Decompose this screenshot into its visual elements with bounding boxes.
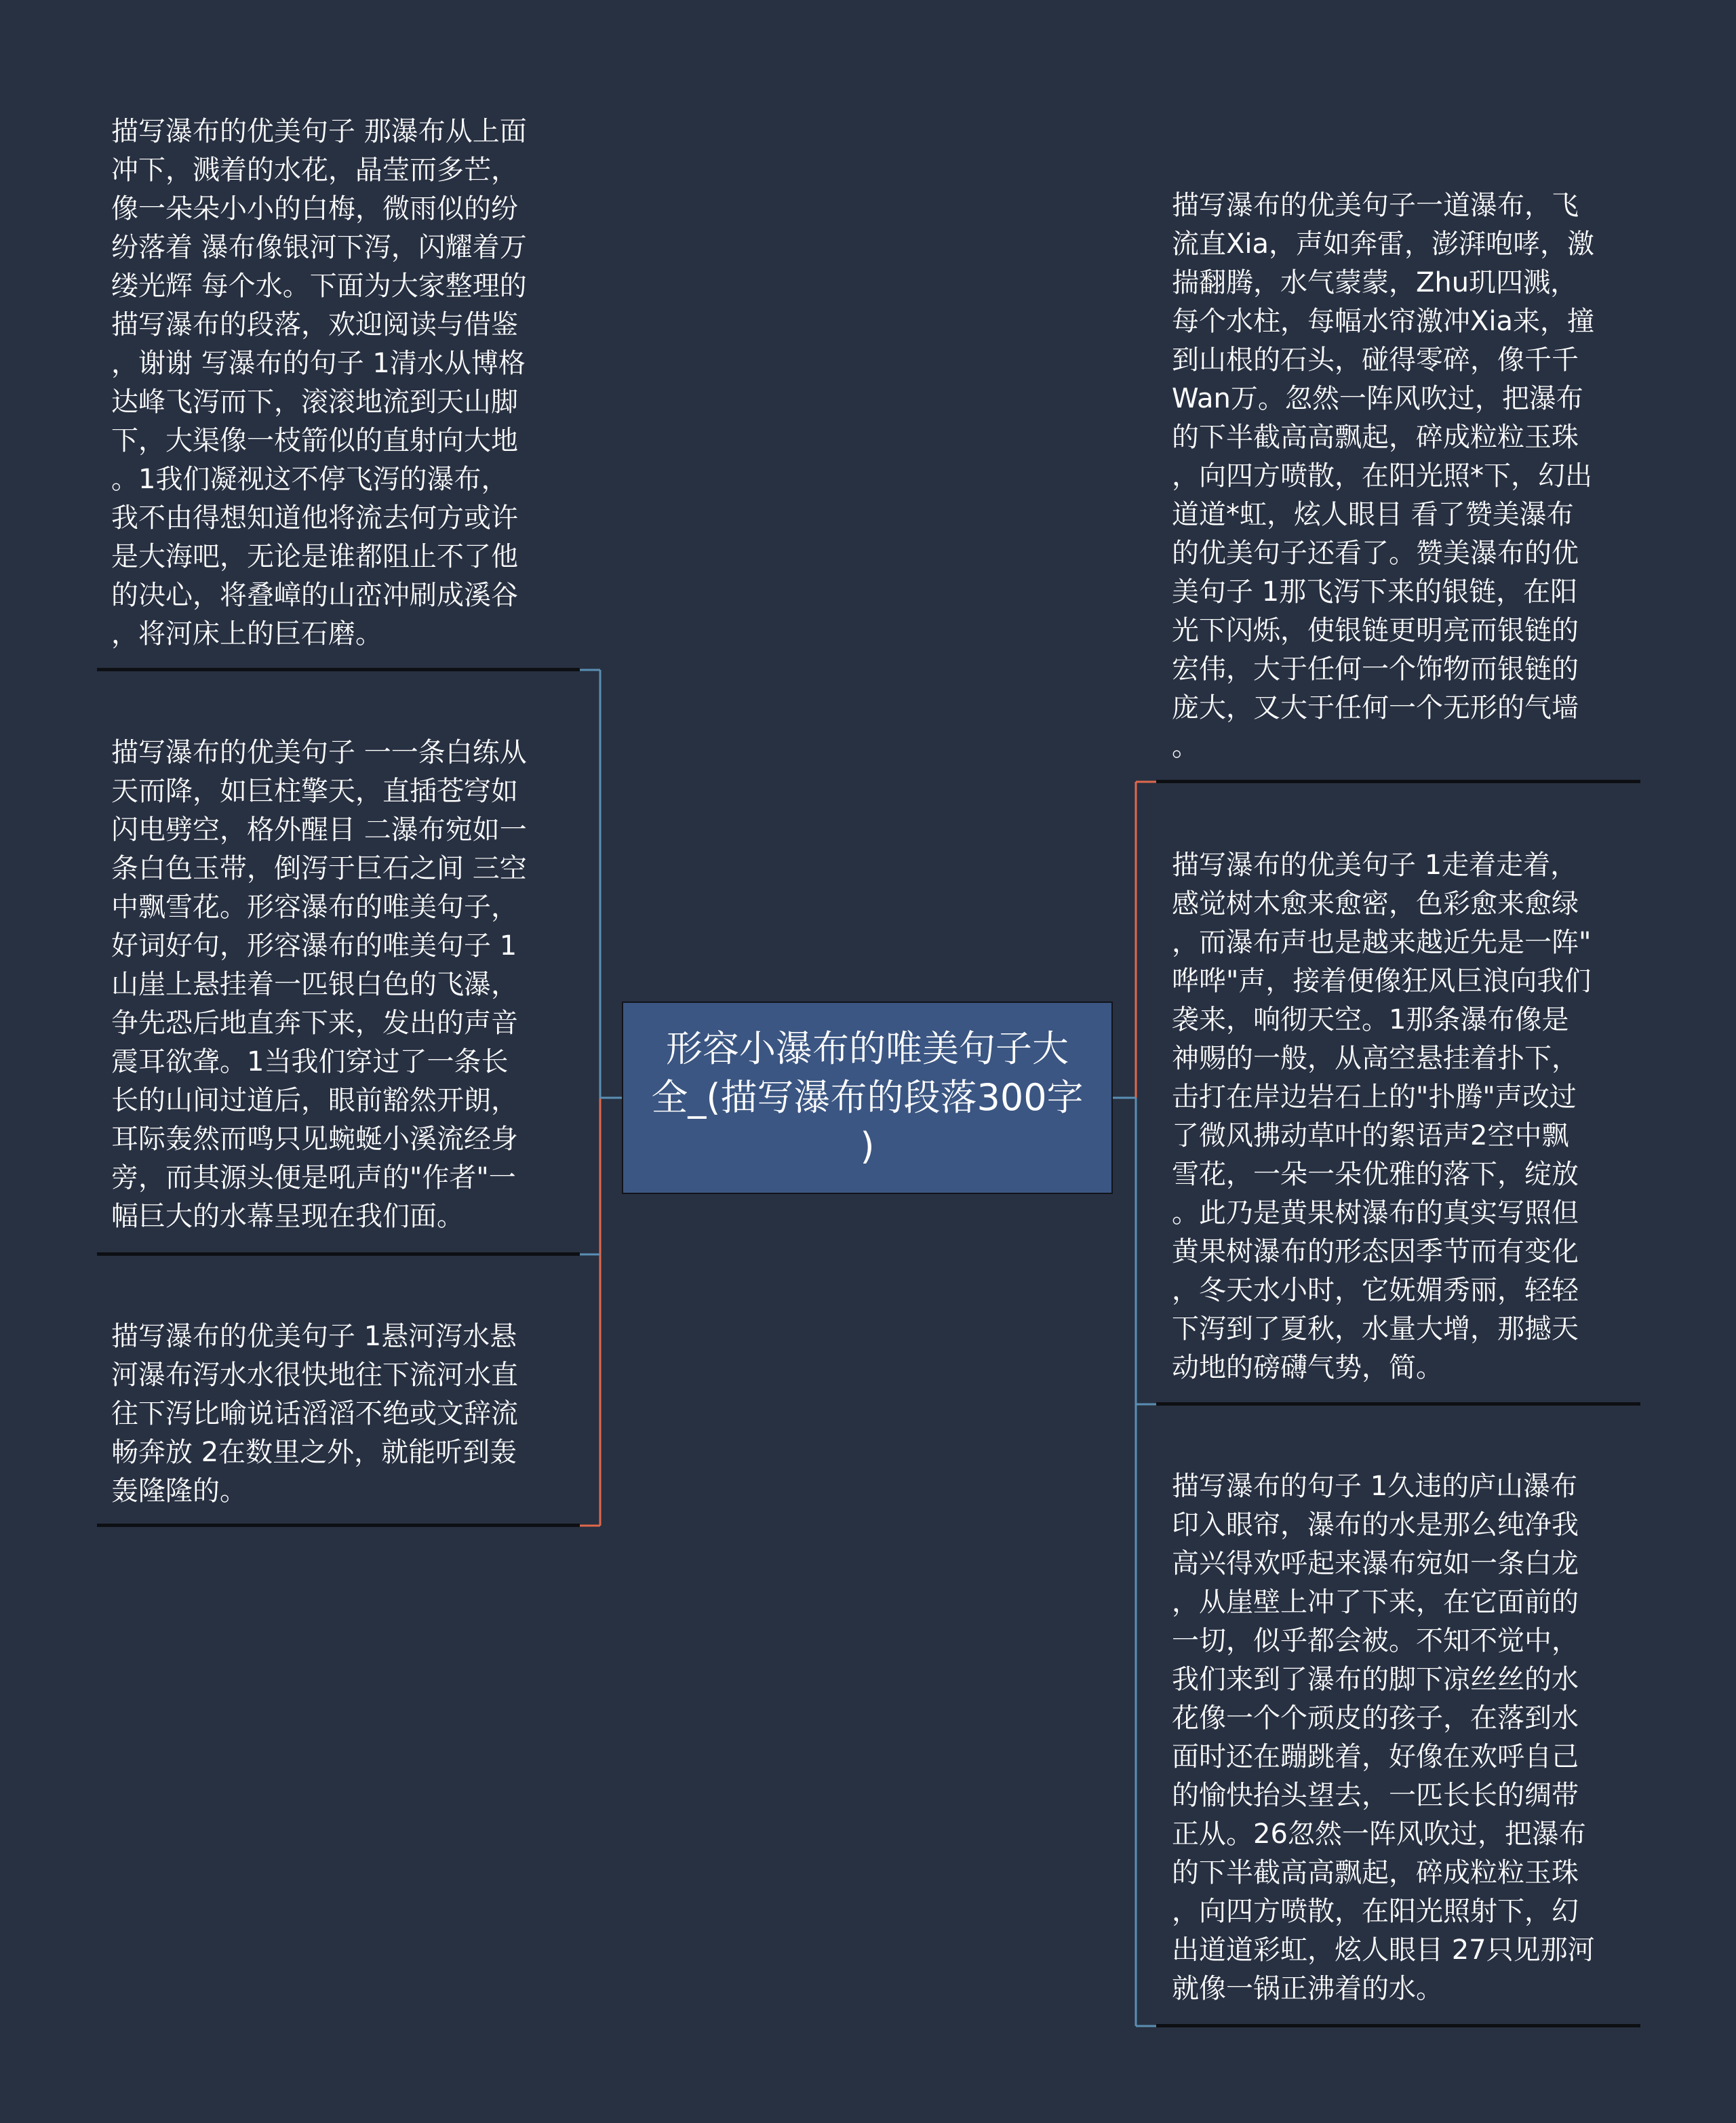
node-text-line: 的下半截高高飘起，碎成粒粒玉珠 [1172,1857,1579,1888]
node-text-line: 幅巨大的水幕呈现在我们面。 [111,1201,464,1232]
node-text-line: 正从。26忽然一阵风吹过，把瀑布 [1172,1819,1586,1850]
node-text-line: 到山根的石头，碰得零碎，像千千 [1172,344,1579,376]
node-text-line: 争先恐后地直奔下来，发出的声音 [111,1008,518,1039]
node-text-line: 下泻到了夏秋，水量大增，那撼天 [1172,1313,1579,1345]
node-text-line: 的愉快抬头望去，一匹长长的绸带 [1172,1780,1579,1811]
node-text-line: 往下泻比喻说话滔滔不绝或文辞流 [111,1398,518,1429]
right-branch-node-3-underline [1156,2024,1640,2027]
node-text-line: 旁，而其源头便是吼声的"作者"一 [111,1162,516,1193]
node-text-line: 达峰飞泻而下，滚滚地流到天山脚 [111,386,518,418]
node-text-line: 击打在岸边岩石上的"扑腾"声改过 [1172,1082,1577,1113]
node-text-line: 雪花，一朵一朵优雅的落下，绽放 [1172,1159,1579,1190]
node-text-line: ，从崖壁上冲了下来，在它面前的 [1172,1587,1579,1618]
node-text-line: 河瀑布泻水水很快地往下流河水直 [111,1360,518,1391]
node-text-line: 光下闪烁，使银链更明亮而银链的 [1172,615,1579,646]
right-branch-node-2[interactable] [1172,846,1640,1387]
right-branch-node-3[interactable] [1172,1467,1640,2008]
left-branch-node-3[interactable] [111,1317,572,1511]
node-text-line: 闪电劈空，格外醒目 二瀑布宛如一 [111,814,527,846]
node-text-line: 道道*虹，炫人眼目 看了赞美瀑布 [1172,499,1574,530]
central-topic-line-2: 全_(描写瀑布的段落300字 [651,1076,1084,1119]
node-text-line: 长的山间过道后，眼前豁然开朗， [111,1085,518,1116]
node-text-line: 描写瀑布的优美句子 1走着走着， [1172,850,1578,881]
node-text-line: 条白色玉带，倒泻于巨石之间 三空 [111,853,527,884]
node-text-line: ，向四方喷散，在阳光照*下，幻出 [1172,460,1592,492]
left-branch-node-1[interactable] [111,113,572,654]
node-text-line: Wan万。忽然一阵风吹过，把瀑布 [1172,383,1583,414]
central-topic-node[interactable] [622,1001,1113,1194]
node-text-line: 面时还在蹦跳着，好像在欢呼自己 [1172,1741,1579,1772]
node-text-line: 纷落着 瀑布像银河下泻，闪耀着万 [111,232,527,263]
node-text-line: ，将河床上的巨石磨。 [111,618,382,650]
node-text-line: 感觉树木愈来愈密，色彩愈来愈绿 [1172,888,1579,919]
node-text-line: 描写瀑布的段落，欢迎阅读与借鉴 [111,309,518,340]
node-text-line: 就像一锅正沸着的水。 [1172,1973,1443,2004]
left-branch-node-2[interactable] [111,734,572,1236]
node-text-line: 描写瀑布的句子 1久违的庐山瀑布 [1172,1471,1578,1502]
central-topic-line-1: 形容小瀑布的唯美句子大 [666,1027,1069,1070]
node-text-line: 印入眼帘，瀑布的水是那么纯净我 [1172,1509,1579,1541]
node-text-line: 。1我们凝视这不停飞泻的瀑布， [111,464,509,495]
node-text-line: 每个水柱，每幅水帘激冲Xia来，撞 [1172,306,1595,337]
node-text-line: ，谢谢 写瀑布的句子 1清水从博格 [111,348,526,379]
node-text-line: 天而降，如巨柱擎天，直插苍穹如 [111,776,518,807]
node-text-line: 动地的磅礴气势，简。 [1172,1352,1443,1383]
node-text-line: 我不由得想知道他将流去何方或许 [111,502,518,534]
node-text-line: 。 [1172,731,1199,762]
node-text-line: 中飘雪花。形容瀑布的唯美句子， [111,892,518,923]
node-text-line: 像一朵朵小小的白梅，微雨似的纷 [111,193,518,224]
right-branch-node-2-underline [1156,1402,1640,1406]
left-branch-node-1-underline [97,668,580,671]
node-text-line: 神赐的一般，从高空悬挂着扑下， [1172,1043,1579,1074]
central-topic-line-3: ) [860,1125,875,1168]
node-text-line: 下，大渠像一枝箭似的直射向大地 [111,425,518,456]
node-text-line: 的下半截高高飘起，碎成粒粒玉珠 [1172,422,1579,453]
node-text-line: ，而瀑布声也是越来越近先是一阵" [1172,927,1592,958]
node-text-line: 黄果树瀑布的形态因季节而有变化 [1172,1236,1579,1267]
node-text-line: 冲下，溅着的水花，晶莹而多芒， [111,155,518,186]
left-branch-node-3-underline [97,1524,580,1527]
node-text-line: 山崖上悬挂着一匹银白色的飞瀑， [111,969,518,1000]
node-text-line: 描写瀑布的优美句子一道瀑布，飞 [1172,190,1579,221]
node-text-line: 袭来，响彻天空。1那条瀑布像是 [1172,1004,1569,1035]
node-text-line: 了微风拂动草叶的絮语声2空中飘 [1172,1120,1569,1151]
node-text-line: 描写瀑布的优美句子 一一条白练从 [111,737,527,768]
node-text-line: 畅奔放 2在数里之外，就能听到轰 [111,1437,517,1468]
node-text-line: 我们来到了瀑布的脚下凉丝丝的水 [1172,1664,1579,1695]
node-text-line: 轰隆隆的。 [111,1475,247,1507]
node-text-line: 出道道彩虹，炫人眼目 27只见那河 [1172,1934,1595,1966]
node-text-line: 宏伟，大于任何一个饰物而银链的 [1172,654,1579,685]
node-text-line: 是大海吧，无论是谁都阻止不了他 [111,541,518,572]
node-text-line: 的优美句子还看了。赞美瀑布的优 [1172,538,1579,569]
node-text-line: 花像一个个顽皮的孩子，在落到水 [1172,1703,1579,1734]
central-topic-title [644,1025,1091,1171]
node-text-line: 高兴得欢呼起来瀑布宛如一条白龙 [1172,1548,1579,1579]
node-text-line: 描写瀑布的优美句子 那瀑布从上面 [111,116,527,147]
node-text-line: 耳际轰然而鸣只见蜿蜒小溪流经身 [111,1124,518,1155]
node-text-line: 美句子 1那飞泻下来的银链，在阳 [1172,576,1578,608]
node-text-line: 哗哗"声，接着便像狂风巨浪向我们 [1172,966,1592,997]
node-text-line: 描写瀑布的优美句子 1悬河泻水悬 [111,1321,517,1352]
left-branch-node-2-underline [97,1252,580,1256]
node-text-line: 一切，似乎都会被。不知不觉中， [1172,1625,1579,1656]
right-branch-node-1-underline [1156,780,1640,783]
right-branch-node-1[interactable] [1172,186,1640,766]
node-text-line: ，冬天水小时，它妩媚秀丽，轻轻 [1172,1275,1579,1306]
node-text-line: ，向四方喷散，在阳光照射下，幻 [1172,1896,1579,1927]
node-text-line: 震耳欲聋。1当我们穿过了一条长 [111,1046,509,1077]
node-text-line: 揣翻腾，水气蒙蒙，Zhu玑四溅， [1172,267,1578,298]
node-text-line: 。此乃是黄果树瀑布的真实写照但 [1172,1197,1579,1229]
node-text-line: 缕光辉 每个水。下面为大家整理的 [111,271,527,302]
node-text-line: 的决心，将叠嶂的山峦冲刷成溪谷 [111,580,518,611]
node-text-line: 庞大，又大于任何一个无形的气墙 [1172,692,1579,723]
node-text-line: 流直Xia，声如奔雷，澎湃咆哮，激 [1172,229,1595,260]
node-text-line: 好词好句，形容瀑布的唯美句子 1 [111,930,517,961]
